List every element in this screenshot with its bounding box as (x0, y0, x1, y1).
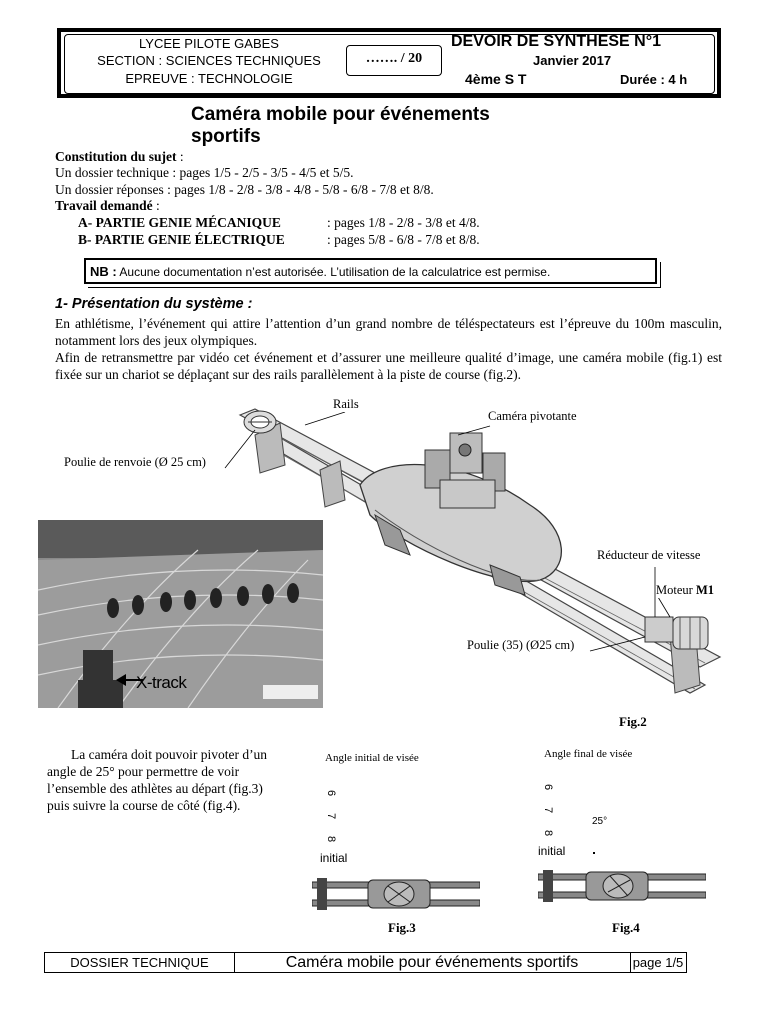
nb-text: Aucune documentation n’est autorisée. L’utilisation de la calculatrice est permise. (119, 265, 551, 279)
fig3-initial: initial (320, 851, 348, 865)
fig4-angle: 25° (592, 816, 608, 827)
photo-xtrack-label: X-track (136, 673, 187, 692)
constitution-heading: Constitution du sujet (55, 149, 177, 164)
label-reducer: Réducteur de vitesse (597, 548, 701, 562)
fig4-caption: Fig.4 (612, 920, 640, 935)
fig4-num8: 8 (542, 829, 555, 837)
exam-date: Janvier 2017 (533, 53, 612, 68)
part-a-line (78, 214, 480, 231)
race-photo (38, 520, 323, 708)
fig2-caption: Fig.2 (619, 714, 647, 729)
part-b-label: B- PARTIE GENIE ÉLECTRIQUE (78, 232, 285, 247)
fig3-caption: Fig.3 (388, 920, 416, 935)
footer-bar (44, 952, 687, 973)
section-name: SECTION : SCIENCES TECHNIQUES (97, 53, 321, 68)
label-camera: Caméra pivotante (488, 409, 577, 423)
pulley-return-icon (244, 411, 276, 433)
fig3-title: Angle initial de visée (325, 752, 419, 764)
fig3-rail-topview (312, 874, 480, 916)
page-title (191, 104, 611, 148)
fig4-title: Angle final de visée (544, 748, 633, 760)
constitution-heading-line: Constitution du sujet : (55, 149, 184, 164)
label-motor-id: M1 (695, 583, 714, 597)
fig4-num6: 6 (542, 783, 555, 791)
score-value: ……. / 20 (365, 51, 423, 66)
part-b-line (78, 231, 480, 248)
nb-box (84, 258, 657, 284)
travail-heading-line: Travail demandé : (55, 198, 160, 213)
motor-icon (645, 617, 708, 649)
footer-center: Caméra mobile pour événements sportifs (234, 953, 631, 972)
footer-page: page 1/5 (632, 955, 684, 970)
section1-p2: Afin de retransmettre par vidéo cet événement et d’assurer une meilleure qualité d’image, une caméra mobile (fig.1) est fixée sur un chariot se déplaçant sur des rails parallèlement à la piste de course (fig.2). (55, 350, 722, 382)
fig3-num6: 6 (325, 789, 338, 797)
fig3-num8: 8 (325, 835, 338, 843)
fig4-num7: 7 (542, 806, 555, 814)
page-title-line1: Caméra mobile pour événements (191, 104, 490, 125)
label-rails: Rails (333, 397, 359, 411)
school-name: LYCEE PILOTE GABES (139, 36, 279, 51)
label-pulley-35: Poulie (35) (Ø25 cm) (467, 638, 575, 652)
class-level: 4ème S T (465, 71, 527, 87)
section1-heading: 1- Présentation du système : (55, 296, 253, 312)
part-a-pages: : pages 1/8 - 2/8 - 3/8 et 4/8. (327, 215, 480, 230)
fig4-dot (593, 852, 595, 854)
constitution-line2: Un dossier réponses : pages 1/8 - 2/8 - 3/8 - 4/8 - 5/8 - 6/8 - 7/8 et 8/8. (55, 182, 434, 197)
section1-p1: En athlétisme, l’événement qui attire l’attention d’un grand nombre de téléspectateurs est l’épreuve du 100m masculin, notamment lors des jeux olympiques. (55, 316, 722, 348)
score-box (346, 45, 442, 76)
travail-heading: Travail demandé (55, 198, 153, 213)
exam-duration: Durée : 4 h (620, 72, 688, 87)
label-motor: Moteur M1 (656, 583, 714, 597)
label-return-pulley: Poulie de renvoie (Ø 25 cm) (64, 455, 206, 469)
footer-left: DOSSIER TECHNIQUE (45, 953, 235, 972)
page-title-line2: sportifs (191, 126, 261, 147)
exam-title: DEVOIR DE SYNTHESE N°1 (451, 33, 661, 50)
constitution-line1: Un dossier technique : pages 1/5 - 2/5 - 3/5 - 4/5 et 5/5. (55, 165, 354, 180)
epreuve-name: EPREUVE : TECHNOLOGIE (125, 71, 293, 86)
pivot-description: La caméra doit pouvoir pivoter d’un angle de 25° pour permettre de voir l’ensemble des athlètes au départ (fig.3) puis suivre la course de côté (fig.4). (47, 747, 268, 813)
part-b-pages: : pages 5/8 - 6/8 - 7/8 et 8/8. (327, 232, 480, 247)
fig4-initial: initial (538, 844, 566, 858)
fig4-rail-topview (538, 866, 706, 908)
fig3-num7: 7 (325, 812, 338, 820)
part-a-label: A- PARTIE GENIE MÉCANIQUE (78, 215, 281, 230)
nb-label: NB : (90, 264, 117, 279)
